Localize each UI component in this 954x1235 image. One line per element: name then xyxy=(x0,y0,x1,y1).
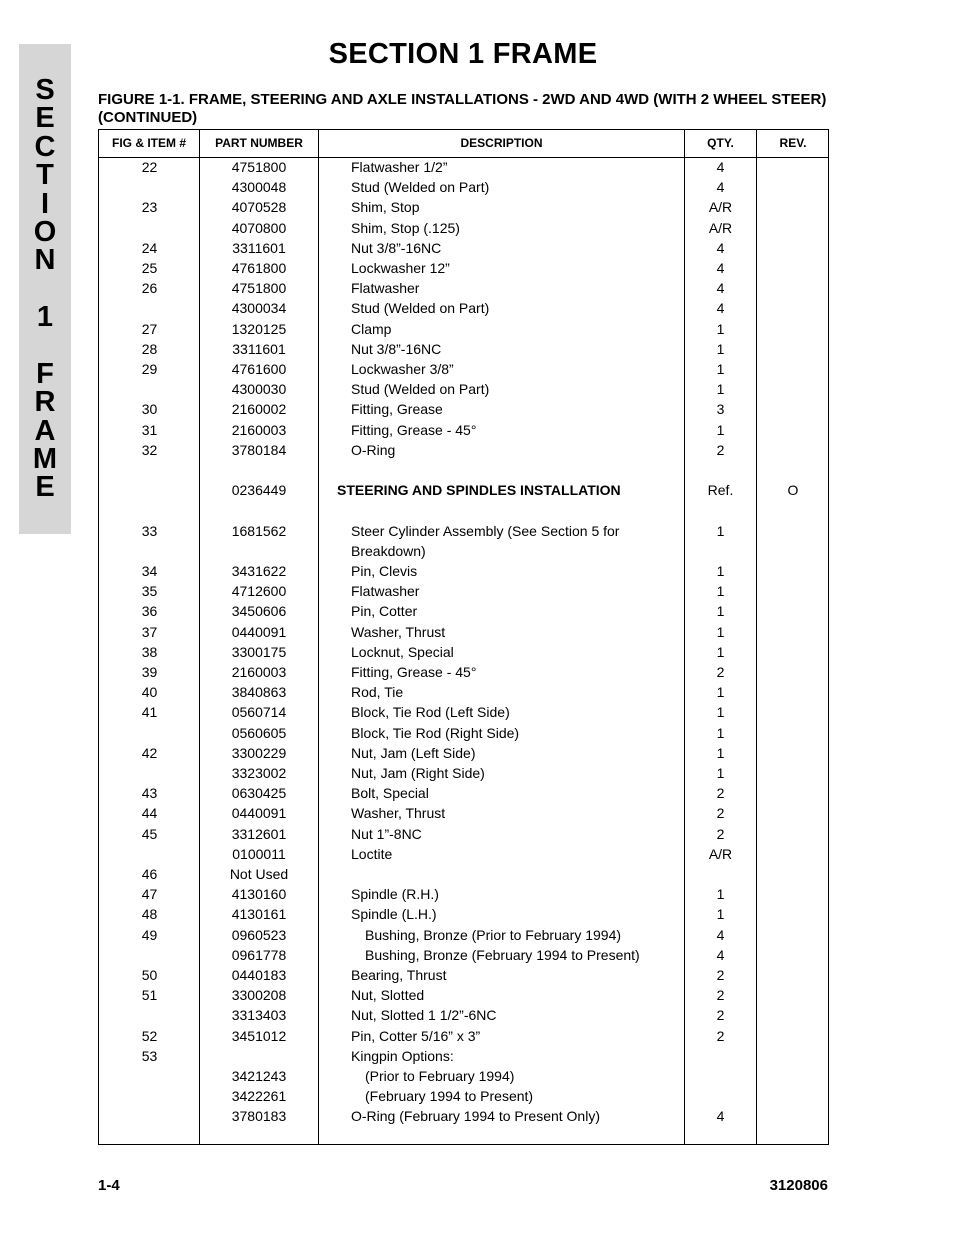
qty-cell: 1 xyxy=(716,623,725,640)
description-cell: Pin, Cotter xyxy=(351,603,418,620)
side-tab-letter: O xyxy=(33,215,57,248)
part-number-cell: 3323002 xyxy=(231,765,287,781)
qty-cell: A/R xyxy=(708,219,733,236)
part-number-cell: Not Used xyxy=(229,866,289,882)
fig-item-cell: 46 xyxy=(141,866,158,882)
part-number-cell: 0560714 xyxy=(231,704,287,721)
fig-item-cell: 25 xyxy=(141,260,158,276)
qty-cell: 2 xyxy=(716,441,725,458)
part-number-cell: 3780183 xyxy=(231,1108,287,1125)
part-number-cell: 0960523 xyxy=(231,926,287,943)
description-cell: Fitting, Grease - 45° xyxy=(351,421,477,438)
part-number-cell: 4300034 xyxy=(231,300,287,317)
fig-item-cell: 50 xyxy=(141,967,158,983)
description-cell: Nut, Slotted xyxy=(351,987,425,1004)
part-number-cell: 4751800 xyxy=(231,280,287,297)
description-cell: Bearing, Thrust xyxy=(351,967,447,983)
description-cell: O-Ring xyxy=(351,441,396,458)
qty-cell: 3 xyxy=(716,401,725,418)
qty-cell: 1 xyxy=(716,583,725,600)
fig-item-cell: 43 xyxy=(141,785,158,802)
side-tab-letter: R xyxy=(34,386,56,419)
part-number-cell: 3311601 xyxy=(232,340,286,357)
description-cell: Spindle (L.H.) xyxy=(351,906,437,923)
part-number-cell: 3450606 xyxy=(231,603,287,620)
part-number-cell: 3300208 xyxy=(231,987,287,1004)
column-divider xyxy=(318,130,319,1144)
description-cell: Fitting, Grease xyxy=(351,401,443,418)
part-number-cell: 0100011 xyxy=(232,845,286,862)
description-cell: Stud (Welded on Part) xyxy=(351,300,490,317)
qty-cell: 1 xyxy=(716,906,725,923)
qty-cell: 2 xyxy=(716,664,725,680)
qty-cell: 1 xyxy=(716,522,725,539)
fig-item-cell: 37 xyxy=(141,623,158,640)
header-rev: REV. xyxy=(779,136,807,150)
part-number-cell: 4130160 xyxy=(231,886,287,903)
description-cell: O-Ring (February 1994 to Present Only) xyxy=(351,1108,600,1125)
part-number-cell: 3451012 xyxy=(231,1027,287,1044)
qty-cell: 4 xyxy=(716,1108,725,1125)
fig-item-cell: 44 xyxy=(141,805,158,822)
fig-item-cell: 33 xyxy=(141,522,158,539)
qty-cell: 4 xyxy=(716,946,725,963)
description-cell: Nut, Jam (Right Side) xyxy=(351,765,485,781)
part-number-cell: 0440091 xyxy=(231,805,287,822)
page-number: 1-4 xyxy=(98,1177,120,1194)
part-number-cell: 3780184 xyxy=(231,441,287,458)
description-cell: Shim, Stop (.125) xyxy=(351,219,460,236)
fig-item-cell: 52 xyxy=(141,1027,158,1044)
description-cell: Flatwasher xyxy=(351,583,420,600)
description-cell: Lockwasher 12” xyxy=(351,260,450,276)
section-title: SECTION 1 FRAME xyxy=(328,38,598,70)
parts-table xyxy=(98,129,829,1145)
description-cell: Loctite xyxy=(351,845,393,862)
description-cell: Stud (Welded on Part) xyxy=(351,179,490,196)
part-number-cell: 3312601 xyxy=(231,825,287,842)
qty-cell: A/R xyxy=(708,845,733,862)
description-cell: Nut 3/8”-16NC xyxy=(351,340,442,357)
side-tab-letter: E xyxy=(35,471,55,504)
fig-item-cell: 42 xyxy=(141,744,158,761)
qty-cell: 2 xyxy=(716,805,725,822)
part-number-cell: 0236449 xyxy=(231,482,287,499)
qty-cell: 2 xyxy=(716,987,725,1004)
qty-cell: 2 xyxy=(716,1027,725,1044)
part-number-cell: 2160003 xyxy=(231,664,287,680)
part-number-cell: 3311601 xyxy=(232,239,286,256)
fig-item-cell: 41 xyxy=(141,704,158,721)
qty-cell: 1 xyxy=(716,765,725,781)
qty-cell: A/R xyxy=(708,199,733,216)
qty-cell: 2 xyxy=(716,1007,725,1024)
fig-item-cell: 30 xyxy=(141,401,158,418)
column-divider xyxy=(756,130,757,1144)
part-number-cell: 3422261 xyxy=(231,1088,287,1105)
side-tab-letter: I xyxy=(40,187,50,220)
description-cell: STEERING AND SPINDLES INSTALLATION xyxy=(337,482,621,499)
section-side-tab-letters xyxy=(19,76,71,502)
qty-cell: 1 xyxy=(716,361,725,377)
qty-cell: 2 xyxy=(716,785,725,802)
side-tab-letter: E xyxy=(35,102,55,135)
side-tab-letter: 1 xyxy=(36,301,54,334)
fig-item-cell: 23 xyxy=(141,199,158,216)
fig-item-cell: 48 xyxy=(141,906,158,923)
fig-item-cell: 38 xyxy=(141,643,158,660)
document-number: 3120806 xyxy=(769,1177,828,1194)
qty-cell: 4 xyxy=(716,300,725,317)
header-part-number: PART NUMBER xyxy=(215,136,303,150)
part-number-cell: 3431622 xyxy=(231,563,287,579)
qty-cell: 1 xyxy=(716,724,725,741)
qty-cell: 1 xyxy=(716,704,725,721)
fig-item-cell: 27 xyxy=(141,320,158,337)
qty-cell: 1 xyxy=(716,563,725,579)
description-cell: Steer Cylinder Assembly (See Section 5 for xyxy=(351,522,620,539)
description-cell: Lockwasher 3/8” xyxy=(351,361,454,377)
description-cell: Block, Tie Rod (Left Side) xyxy=(351,704,510,721)
description-cell: Bushing, Bronze (February 1994 to Present) xyxy=(365,946,640,963)
part-number-cell: 0961778 xyxy=(231,946,287,963)
qty-cell: 1 xyxy=(716,744,725,761)
side-tab-letter: N xyxy=(34,244,56,277)
fig-item-cell: 34 xyxy=(141,563,158,579)
part-number-cell: 4070528 xyxy=(231,199,287,216)
side-tab-letter xyxy=(19,275,71,303)
description-cell: (February 1994 to Present) xyxy=(365,1088,534,1105)
part-number-cell: 4751800 xyxy=(231,159,287,175)
part-number-cell: 3313403 xyxy=(231,1007,287,1024)
part-number-cell: 0440091 xyxy=(231,623,287,640)
qty-cell: 4 xyxy=(716,260,725,276)
qty-cell: 4 xyxy=(716,179,725,196)
rev-cell: O xyxy=(787,482,799,499)
description-cell: Nut, Jam (Left Side) xyxy=(351,744,476,761)
qty-cell: 4 xyxy=(716,239,725,256)
part-number-cell: 1320125 xyxy=(231,320,287,337)
part-number-cell: 4761600 xyxy=(231,361,287,377)
side-tab-letter: C xyxy=(34,130,56,163)
qty-cell: 1 xyxy=(716,340,725,357)
fig-item-cell: 24 xyxy=(141,239,158,256)
fig-item-cell: 49 xyxy=(141,926,158,943)
description-cell: Block, Tie Rod (Right Side) xyxy=(351,724,520,741)
qty-cell: 1 xyxy=(716,684,725,701)
header-qty: QTY. xyxy=(707,136,734,150)
fig-item-cell: 40 xyxy=(141,684,158,701)
qty-cell: Ref. xyxy=(707,482,734,499)
part-number-cell: 0630425 xyxy=(231,785,287,802)
description-cell: Bolt, Special xyxy=(351,785,429,802)
description-cell: Pin, Cotter 5/16” x 3” xyxy=(351,1027,481,1044)
part-number-cell: 3421243 xyxy=(231,1068,287,1084)
part-number-cell: 2160002 xyxy=(231,401,287,418)
side-tab-letter: M xyxy=(32,443,58,476)
part-number-cell: 3300229 xyxy=(231,744,287,761)
part-number-cell: 0560605 xyxy=(231,724,287,741)
description-cell: Nut, Slotted 1 1/2”-6NC xyxy=(351,1007,497,1024)
description-cell: Fitting, Grease - 45° xyxy=(351,664,477,680)
description-cell: Rod, Tie xyxy=(351,684,404,701)
qty-cell: 2 xyxy=(716,967,725,983)
fig-item-cell: 28 xyxy=(141,340,158,357)
fig-item-cell: 51 xyxy=(141,987,158,1004)
description-cell: Breakdown) xyxy=(351,542,426,559)
part-number-cell: 3300175 xyxy=(231,643,287,660)
header-fig-item: FIG & ITEM # xyxy=(111,136,186,150)
part-number-cell: 4300048 xyxy=(231,179,287,196)
description-cell: Flatwasher 1/2” xyxy=(351,159,448,175)
description-cell: Shim, Stop xyxy=(351,199,420,216)
fig-item-cell: 53 xyxy=(141,1047,158,1064)
part-number-cell: 4712600 xyxy=(231,583,287,600)
fig-item-cell: 39 xyxy=(141,664,158,680)
fig-item-cell: 35 xyxy=(141,583,158,600)
qty-cell: 1 xyxy=(716,603,725,620)
description-cell: Nut 1”-8NC xyxy=(351,825,422,842)
part-number-cell: 4300030 xyxy=(231,381,287,398)
description-cell: Spindle (R.H.) xyxy=(351,886,439,903)
part-number-cell: 4130161 xyxy=(231,906,287,923)
fig-item-cell: 26 xyxy=(141,280,158,297)
description-cell: Nut 3/8”-16NC xyxy=(351,239,442,256)
description-cell: Pin, Clevis xyxy=(351,563,418,579)
description-cell: Washer, Thrust xyxy=(351,805,446,822)
description-cell: (Prior to February 1994) xyxy=(365,1068,515,1084)
description-cell: Clamp xyxy=(351,320,392,337)
fig-item-cell: 47 xyxy=(141,886,158,903)
figure-title: FIGURE 1-1. FRAME, STEERING AND AXLE INSTALLATIONS - 2WD AND 4WD (WITH 2 WHEEL STEER) (CONTINUED) xyxy=(98,91,827,126)
part-number-cell: 4070800 xyxy=(231,219,287,236)
qty-cell: 4 xyxy=(716,926,725,943)
qty-cell: 4 xyxy=(716,280,725,297)
fig-item-cell: 32 xyxy=(141,441,158,458)
side-tab-letter xyxy=(19,332,71,360)
fig-item-cell: 36 xyxy=(141,603,158,620)
qty-cell: 1 xyxy=(716,421,725,438)
fig-item-cell: 31 xyxy=(141,421,158,438)
part-number-cell: 3840863 xyxy=(231,684,287,701)
qty-cell: 1 xyxy=(716,643,725,660)
part-number-cell: 1681562 xyxy=(231,522,287,539)
header-description: DESCRIPTION xyxy=(460,136,543,150)
qty-cell: 2 xyxy=(716,825,725,842)
qty-cell: 4 xyxy=(716,159,725,175)
description-cell: Stud (Welded on Part) xyxy=(351,381,490,398)
fig-item-cell: 45 xyxy=(141,825,158,842)
fig-item-cell: 29 xyxy=(141,361,158,377)
description-cell: Locknut, Special xyxy=(351,643,454,660)
description-cell: Kingpin Options: xyxy=(351,1047,454,1064)
qty-cell: 1 xyxy=(716,320,725,337)
side-tab-letter: A xyxy=(34,414,56,447)
part-number-cell: 0440183 xyxy=(231,967,287,983)
qty-cell: 1 xyxy=(716,886,725,903)
side-tab-letter: S xyxy=(35,74,55,106)
part-number-cell: 2160003 xyxy=(231,421,287,438)
fig-item-cell: 22 xyxy=(141,159,158,175)
qty-cell: 1 xyxy=(716,381,725,398)
description-cell: Flatwasher xyxy=(351,280,420,297)
part-number-cell: 4761800 xyxy=(231,260,287,276)
description-cell: Washer, Thrust xyxy=(351,623,446,640)
side-tab-letter: T xyxy=(36,159,54,192)
side-tab-letter: F xyxy=(36,357,54,390)
description-cell: Bushing, Bronze (Prior to February 1994) xyxy=(365,926,622,943)
